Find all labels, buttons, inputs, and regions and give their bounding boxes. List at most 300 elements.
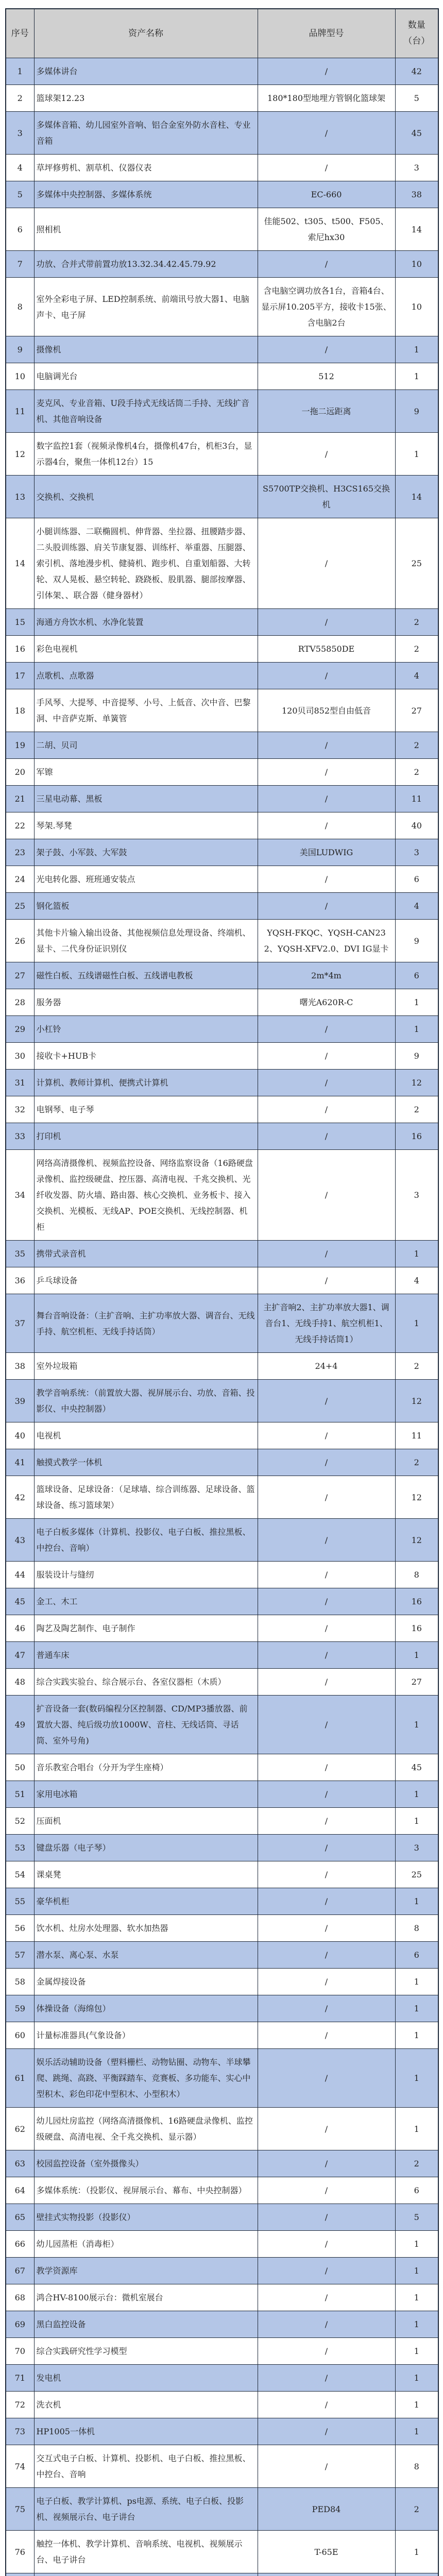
quantity-cell: 3: [395, 839, 438, 866]
row-number-cell: 65: [6, 2204, 34, 2231]
asset-name-cell: 金工、木工: [34, 1588, 258, 1615]
row-number-cell: 75: [6, 2488, 34, 2531]
row-number-cell: 35: [6, 1241, 34, 1267]
brand-model-cell: /: [258, 786, 395, 812]
brand-model-cell: /: [258, 2204, 395, 2231]
row-number-cell: 55: [6, 1888, 34, 1915]
brand-model-cell: /: [258, 2231, 395, 2258]
table-row: [6, 2531, 438, 2573]
asset-name-cell: 接收卡+HUB卡: [34, 1043, 258, 1070]
brand-model-cell: 美国LUDWIG: [258, 839, 395, 866]
asset-name-cell: 三星电动幕、黑板: [34, 786, 258, 812]
quantity-cell: 2: [395, 636, 438, 663]
row-number-cell: 49: [6, 1696, 34, 1754]
quantity-cell: 1: [395, 1241, 438, 1267]
brand-model-cell: /: [258, 1942, 395, 1969]
table-row: [6, 920, 438, 962]
row-number-cell: 17: [6, 663, 34, 689]
asset-name-cell: 室外垃圾箱: [34, 1353, 258, 1380]
asset-name-cell: 体操设备（海绵包）: [34, 1995, 258, 2022]
table-row: [6, 1888, 438, 1915]
brand-model-cell: /: [258, 1096, 395, 1123]
asset-name-cell: 钢化篮板: [34, 893, 258, 920]
quantity-cell: 1: [395, 1995, 438, 2022]
row-number-cell: 54: [6, 1861, 34, 1888]
quantity-cell: 1: [395, 2338, 438, 2365]
brand-model-cell: /: [258, 1519, 395, 1562]
brand-model-cell: /: [258, 1150, 395, 1241]
row-number-cell: 36: [6, 1267, 34, 1294]
table-row: [6, 2488, 438, 2531]
header-row: [6, 9, 438, 58]
table-row: [6, 278, 438, 336]
brand-model-cell: /: [258, 1754, 395, 1781]
asset-name-cell: 键盘乐器（电子琴）: [34, 1835, 258, 1861]
brand-model-cell: /: [258, 1781, 395, 1808]
row-number-cell: 60: [6, 2022, 34, 2049]
asset-name-cell: 电钢琴、电子琴: [34, 1096, 258, 1123]
asset-name-cell: 草坪修剪机、割草机、仪器仪表: [34, 155, 258, 181]
table-row: [6, 58, 438, 85]
asset-name-cell: 家用电冰箱: [34, 1781, 258, 1808]
table-row: [6, 839, 438, 866]
table-row: [6, 181, 438, 208]
quantity-cell: 1: [395, 433, 438, 476]
row-number-cell: 30: [6, 1043, 34, 1070]
quantity-cell: 1: [395, 2365, 438, 2392]
table-row: [6, 2338, 438, 2365]
asset-name-cell: 架子鼓、小军鼓、大军鼓: [34, 839, 258, 866]
asset-name-cell: 洗衣机: [34, 2392, 258, 2418]
asset-name-cell: 计算机、教师计算机、便携式计算机: [34, 1070, 258, 1096]
row-number-cell: 21: [6, 786, 34, 812]
asset-name-cell: 陶艺及陶艺制作、电子制作: [34, 1615, 258, 1642]
table-row: [6, 1754, 438, 1781]
table-row: [6, 1808, 438, 1835]
quantity-cell: 1: [395, 2231, 438, 2258]
quantity-cell: 1: [395, 2049, 438, 2108]
quantity-cell: 2: [395, 732, 438, 759]
row-number-cell: 2: [6, 85, 34, 112]
quantity-cell: 1: [395, 2284, 438, 2311]
quantity-cell: 8: [395, 1915, 438, 1942]
brand-model-cell: /: [258, 1123, 395, 1150]
row-number-cell: 7: [6, 251, 34, 278]
brand-model-cell: /: [258, 1835, 395, 1861]
quantity-cell: 10: [395, 278, 438, 336]
brand-model-cell: /: [258, 1070, 395, 1096]
brand-model-cell: /: [258, 2177, 395, 2204]
asset-name-cell: 小杠铃: [34, 1016, 258, 1043]
table-row: [6, 208, 438, 251]
row-number-cell: 8: [6, 278, 34, 336]
asset-name-cell: 壁挂式实物投影（投影仪）: [34, 2204, 258, 2231]
asset-name-cell: 功放、合并式带前置功放13.32.34.42.45.79.92: [34, 251, 258, 278]
quantity-cell: 5: [395, 2204, 438, 2231]
table-row: [6, 1519, 438, 1562]
table-row: [6, 251, 438, 278]
asset-name-cell: 娱乐活动辅助设备（塑料栅栏、动物钻圈、动物车、半球攀爬、跳绳、高跷、平衡踩踏车、竞赛板、多功能车、实心中型积木、彩色印花中型积木、小型积木）: [34, 2049, 258, 2108]
row-number-cell: 3: [6, 112, 34, 155]
brand-model-cell: /: [258, 812, 395, 839]
brand-model-cell: /: [258, 2150, 395, 2177]
table-row: [6, 476, 438, 518]
row-number-cell: 18: [6, 689, 34, 732]
asset-name-cell: 电子白板多媒体（计算机、投影仪、电子白板、推拉黑板、中控台、音响）: [34, 1519, 258, 1562]
quantity-cell: 2: [395, 1449, 438, 1476]
row-number-cell: 67: [6, 2258, 34, 2284]
quantity-cell: 25: [395, 1861, 438, 1888]
asset-name-cell: 电脑调光台: [34, 363, 258, 390]
header-model: 品牌型号: [258, 9, 395, 58]
row-number-cell: 66: [6, 2231, 34, 2258]
brand-model-cell: 主扩音响2、主扩功率放大器1、调音台1、无线手持1、航空机柜1、无线手持话筒1）: [258, 1294, 395, 1353]
brand-model-cell: /: [258, 1995, 395, 2022]
brand-model-cell: /: [258, 1808, 395, 1835]
asset-name-cell: 琴架.琴凳: [34, 812, 258, 839]
row-number-cell: 59: [6, 1995, 34, 2022]
table-row: [6, 1294, 438, 1353]
brand-model-cell: /: [258, 2049, 395, 2108]
row-number-cell: 48: [6, 1669, 34, 1696]
brand-model-cell: /: [258, 2258, 395, 2284]
quantity-cell: 9: [395, 390, 438, 433]
quantity-cell: 1: [395, 2108, 438, 2150]
asset-name-cell: 室外全彩电子屏、LED控制系统、前端讯号放大器1、电脑声卡、电子屏: [34, 278, 258, 336]
asset-name-cell: 篮球架12.23: [34, 85, 258, 112]
brand-model-cell: /: [258, 2022, 395, 2049]
row-number-cell: 15: [6, 609, 34, 636]
asset-name-cell: 麦克风、专业音箱、U段手持式无线话筒二手持、无线扩音机、其他音响设备: [34, 390, 258, 433]
brand-model-cell: EC-660: [258, 181, 395, 208]
brand-model-cell: /: [258, 2392, 395, 2418]
table-row: [6, 1267, 438, 1294]
table-row: [6, 1380, 438, 1422]
quantity-cell: 1: [395, 1642, 438, 1669]
brand-model-cell: 512: [258, 363, 395, 390]
quantity-cell: 45: [395, 112, 438, 155]
asset-name-cell: 鸿合HV-8100展示台：微机室展台: [34, 2284, 258, 2311]
asset-name-cell: 幼儿园蒸柜（消毒柜）: [34, 2231, 258, 2258]
row-number-cell: 27: [6, 962, 34, 989]
table-row: [6, 85, 438, 112]
row-number-cell: 20: [6, 759, 34, 786]
asset-name-cell: 触摸式教学一体机: [34, 1449, 258, 1476]
quantity-cell: 16: [395, 1123, 438, 1150]
table-row: [6, 1476, 438, 1519]
row-number-cell: 62: [6, 2108, 34, 2150]
table-row: [6, 989, 438, 1016]
brand-model-cell: /: [258, 609, 395, 636]
asset-name-cell: 携带式录音机: [34, 1241, 258, 1267]
table-row: [6, 518, 438, 609]
header-name: 资产名称: [34, 9, 258, 58]
brand-model-cell: /: [258, 1422, 395, 1449]
asset-name-cell: 课桌凳: [34, 1861, 258, 1888]
row-number-cell: 26: [6, 920, 34, 962]
table-row: [6, 732, 438, 759]
table-row: [6, 1449, 438, 1476]
row-number-cell: 70: [6, 2338, 34, 2365]
table-row: [6, 1835, 438, 1861]
brand-model-cell: /: [258, 732, 395, 759]
brand-model-cell: PED84: [258, 2488, 395, 2531]
brand-model-cell: /: [258, 1016, 395, 1043]
table-row: [6, 866, 438, 893]
table-row: [6, 2258, 438, 2284]
table-row: [6, 2284, 438, 2311]
table-row: [6, 1781, 438, 1808]
asset-name-cell: 光电转化器、班班通安装点: [34, 866, 258, 893]
quantity-cell: 27: [395, 689, 438, 732]
table-row: [6, 812, 438, 839]
asset-name-cell: 音乐教室合唱台（分开为学生座椅）: [34, 1754, 258, 1781]
table-row: [6, 759, 438, 786]
row-number-cell: 43: [6, 1519, 34, 1562]
brand-model-cell: /: [258, 1043, 395, 1070]
table-row: [6, 2150, 438, 2177]
asset-name-cell: 饮水机、灶房水处理器、软水加热器: [34, 1915, 258, 1942]
row-number-cell: 40: [6, 1422, 34, 1449]
row-number-cell: 64: [6, 2177, 34, 2204]
row-number-cell: 71: [6, 2365, 34, 2392]
row-number-cell: 53: [6, 1835, 34, 1861]
table-row: [6, 112, 438, 155]
brand-model-cell: /: [258, 759, 395, 786]
quantity-cell: 5: [395, 85, 438, 112]
quantity-cell: 2: [395, 2150, 438, 2177]
asset-name-cell: 手风琴、大提琴、中音提琴、小号、上低音、次中音、巴黎洞、中音萨克斯、单簧管: [34, 689, 258, 732]
asset-name-cell: 黑白监控设备: [34, 2311, 258, 2338]
brand-model-cell: /: [258, 2284, 395, 2311]
quantity-cell: 6: [395, 1942, 438, 1969]
quantity-cell: 1: [395, 1696, 438, 1754]
asset-name-cell: 发电机: [34, 2365, 258, 2392]
brand-model-cell: /: [258, 1642, 395, 1669]
brand-model-cell: /: [258, 1241, 395, 1267]
table-row: [6, 1150, 438, 1241]
quantity-cell: 9: [395, 920, 438, 962]
table-body: [6, 58, 438, 2576]
table-row: [6, 2392, 438, 2418]
quantity-cell: 1: [395, 2022, 438, 2049]
table-row: [6, 1588, 438, 1615]
row-number-cell: 73: [6, 2418, 34, 2445]
row-number-cell: 74: [6, 2445, 34, 2488]
brand-model-cell: 120贝司852型自由低音: [258, 689, 395, 732]
quantity-cell: 2: [395, 1353, 438, 1380]
table-row: [6, 1669, 438, 1696]
quantity-cell: 6: [395, 866, 438, 893]
row-number-cell: 33: [6, 1123, 34, 1150]
brand-model-cell: /: [258, 336, 395, 363]
asset-name-cell: 教学音响系统：（前置放大器、视屏展示台、功放、音箱、投影仪、中央控制器）: [34, 1380, 258, 1422]
table-row: [6, 1696, 438, 1754]
quantity-cell: 1: [395, 989, 438, 1016]
asset-name-cell: 舞台音响设备：（主扩音响、主扩功率放大器、调音台、无线手持、航空机柜、无线手持话筒）: [34, 1294, 258, 1353]
quantity-cell: 4: [395, 663, 438, 689]
brand-model-cell: [258, 2573, 395, 2576]
row-number-cell: 52: [6, 1808, 34, 1835]
row-number-cell: 76: [6, 2531, 34, 2573]
quantity-cell: 12: [395, 1519, 438, 1562]
quantity-cell: 38: [395, 181, 438, 208]
brand-model-cell: /: [258, 1969, 395, 1995]
table-row: [6, 786, 438, 812]
brand-model-cell: 180*180型地埋方管钢化篮球架: [258, 85, 395, 112]
brand-model-cell: /: [258, 2338, 395, 2365]
brand-model-cell: /: [258, 2445, 395, 2488]
asset-name-cell: 磁性白板、五线谱磁性白板、五线谱电教板: [34, 962, 258, 989]
table-row: [6, 390, 438, 433]
brand-model-cell: /: [258, 518, 395, 609]
row-number-cell: 23: [6, 839, 34, 866]
asset-name-cell: 金属焊接设备: [34, 1969, 258, 1995]
row-number-cell: 56: [6, 1915, 34, 1942]
row-number-cell: 19: [6, 732, 34, 759]
row-number-cell: 6: [6, 208, 34, 251]
table-row: [6, 155, 438, 181]
asset-name-cell: 点歌机、点歌器: [34, 663, 258, 689]
row-number-cell: 16: [6, 636, 34, 663]
asset-name-cell: 网络高清摄像机、视频监控设备、网络监察设备（16路硬盘录像机、监控级硬盘、控压器、高清电视、千兆交换机、光纤收发器、防火墙、路由器、核心交换机、业务板卡、接入交换机、光模板、无线AP、POE交换机、无线控制器、机柜: [34, 1150, 258, 1241]
asset-name-cell: 服务器: [34, 989, 258, 1016]
asset-table: [5, 8, 439, 2576]
table-row: [6, 2022, 438, 2049]
asset-name-cell: 普通车床: [34, 1642, 258, 1669]
brand-model-cell: /: [258, 251, 395, 278]
asset-name-cell: 数字监控1套（视频录像机4台，摄像机47台，机柜3台，显示器4台，聚焦一体机12台）15: [34, 433, 258, 476]
quantity-cell: 11: [395, 1422, 438, 1449]
row-number-cell: 12: [6, 433, 34, 476]
quantity-cell: 1: [395, 1888, 438, 1915]
row-number-cell: 24: [6, 866, 34, 893]
table-row: [6, 2311, 438, 2338]
header-no: 序号: [6, 9, 34, 58]
row-number-cell: 61: [6, 2049, 34, 2108]
asset-name-cell: 电视机: [34, 1422, 258, 1449]
quantity-cell: 6: [395, 2177, 438, 2204]
asset-name-cell: 海通方舟饮水机、水净化装置: [34, 609, 258, 636]
quantity-cell: 1: [395, 2258, 438, 2284]
table-row: [6, 1096, 438, 1123]
quantity-cell: 12: [395, 1476, 438, 1519]
quantity-cell: 1: [395, 2531, 438, 2573]
brand-model-cell: /: [258, 1861, 395, 1888]
quantity-cell: 12: [395, 1070, 438, 1096]
brand-model-cell: /: [258, 433, 395, 476]
row-number-cell: 34: [6, 1150, 34, 1241]
quantity-cell: 14: [395, 208, 438, 251]
row-number-cell: 39: [6, 1380, 34, 1422]
asset-name-cell: [34, 2573, 258, 2576]
quantity-cell: 16: [395, 1615, 438, 1642]
brand-model-cell: S5700TP交换机、H3CS165交换机: [258, 476, 395, 518]
quantity-cell: 42: [395, 58, 438, 85]
table-row: [6, 1123, 438, 1150]
row-number-cell: 37: [6, 1294, 34, 1353]
brand-model-cell: /: [258, 663, 395, 689]
row-number-cell: 41: [6, 1449, 34, 1476]
brand-model-cell: /: [258, 1267, 395, 1294]
quantity-cell: 2: [395, 609, 438, 636]
asset-name-cell: 电子白板、教学计算机、ps电源、系统、电子白板、投影机、视频展示台、电子讲台: [34, 2488, 258, 2531]
brand-model-cell: RTV55850DE: [258, 636, 395, 663]
table-row: [6, 663, 438, 689]
quantity-cell: 25: [395, 518, 438, 609]
asset-name-cell: 压面机: [34, 1808, 258, 1835]
quantity-cell: 14: [395, 476, 438, 518]
asset-name-cell: 篮球设备、足球设备：（足球墙、综合训练器、足球设备、篮球设备、练习篮球架）: [34, 1476, 258, 1519]
brand-model-cell: YQSH-FKQC、YQSH-CAN232、YQSH-XFV2.0、DVI IG显卡: [258, 920, 395, 962]
brand-model-cell: /: [258, 1696, 395, 1754]
quantity-cell: 6: [395, 962, 438, 989]
brand-model-cell: /: [258, 1380, 395, 1422]
asset-name-cell: 交换机、交换机: [34, 476, 258, 518]
table-row: [6, 2573, 438, 2576]
row-number-cell: 25: [6, 893, 34, 920]
table-row: [6, 609, 438, 636]
quantity-cell: 2: [395, 1096, 438, 1123]
row-number-cell: 5: [6, 181, 34, 208]
asset-name-cell: 服装设计与缝纫: [34, 1562, 258, 1588]
quantity-cell: 1: [395, 2418, 438, 2445]
row-number-cell: 1: [6, 58, 34, 85]
quantity-cell: 8: [395, 1562, 438, 1588]
table-row: [6, 1942, 438, 1969]
brand-model-cell: /: [258, 2365, 395, 2392]
brand-model-cell: /: [258, 1669, 395, 1696]
row-number-cell: 72: [6, 2392, 34, 2418]
brand-model-cell: /: [258, 1588, 395, 1615]
brand-model-cell: /: [258, 1449, 395, 1476]
table-header: [6, 9, 438, 58]
row-number-cell: 46: [6, 1615, 34, 1642]
asset-name-cell: 触控一体机、教学计算机、音响系统、电视机、视频展示台、电子讲台: [34, 2531, 258, 2573]
asset-name-cell: 潜水泵、离心泵、水泵: [34, 1942, 258, 1969]
asset-name-cell: 多媒体系统：（投影仪、视屏展示台、幕布、中央控制器）: [34, 2177, 258, 2204]
header-qty: 数量（台）: [395, 9, 438, 58]
brand-model-cell: /: [258, 112, 395, 155]
table-row: [6, 1353, 438, 1380]
table-row: [6, 1642, 438, 1669]
quantity-cell: 1: [395, 1781, 438, 1808]
brand-model-cell: 曙光A620R-C: [258, 989, 395, 1016]
quantity-cell: 1: [395, 2311, 438, 2338]
asset-name-cell: 多媒体中央控制器、多媒体系统: [34, 181, 258, 208]
brand-model-cell: /: [258, 155, 395, 181]
quantity-cell: 4: [395, 1267, 438, 1294]
quantity-cell: 1: [395, 1294, 438, 1353]
asset-name-cell: 彩色电视机: [34, 636, 258, 663]
table-row: [6, 2204, 438, 2231]
table-row: [6, 962, 438, 989]
table-row: [6, 636, 438, 663]
table-row: [6, 336, 438, 363]
row-number-cell: 10: [6, 363, 34, 390]
asset-name-cell: 小腿训练器、二联椭圆机、伸背器、坐拉器、扭腰踏步器、二头股训练器、肩关节康复器、训练杆、举重器、压腿器、索引机、落地漫步机、健骑机、跑步机、自重划船器、大转轮、双人晃板、悬空转轮、跷跷板、股肌器、腿部按摩器、引体架、、联合器（健身器材）: [34, 518, 258, 609]
asset-name-cell: 摄像机: [34, 336, 258, 363]
brand-model-cell: 佳能502、t305、t500、F505、索尼hx30: [258, 208, 395, 251]
asset-name-cell: 教学资源库: [34, 2258, 258, 2284]
quantity-cell: 45: [395, 1754, 438, 1781]
brand-model-cell: 24+4: [258, 1353, 395, 1380]
brand-model-cell: /: [258, 1888, 395, 1915]
row-number-cell: 14: [6, 518, 34, 609]
table-row: [6, 1422, 438, 1449]
asset-name-cell: 军镲: [34, 759, 258, 786]
quantity-cell: 1: [395, 1016, 438, 1043]
